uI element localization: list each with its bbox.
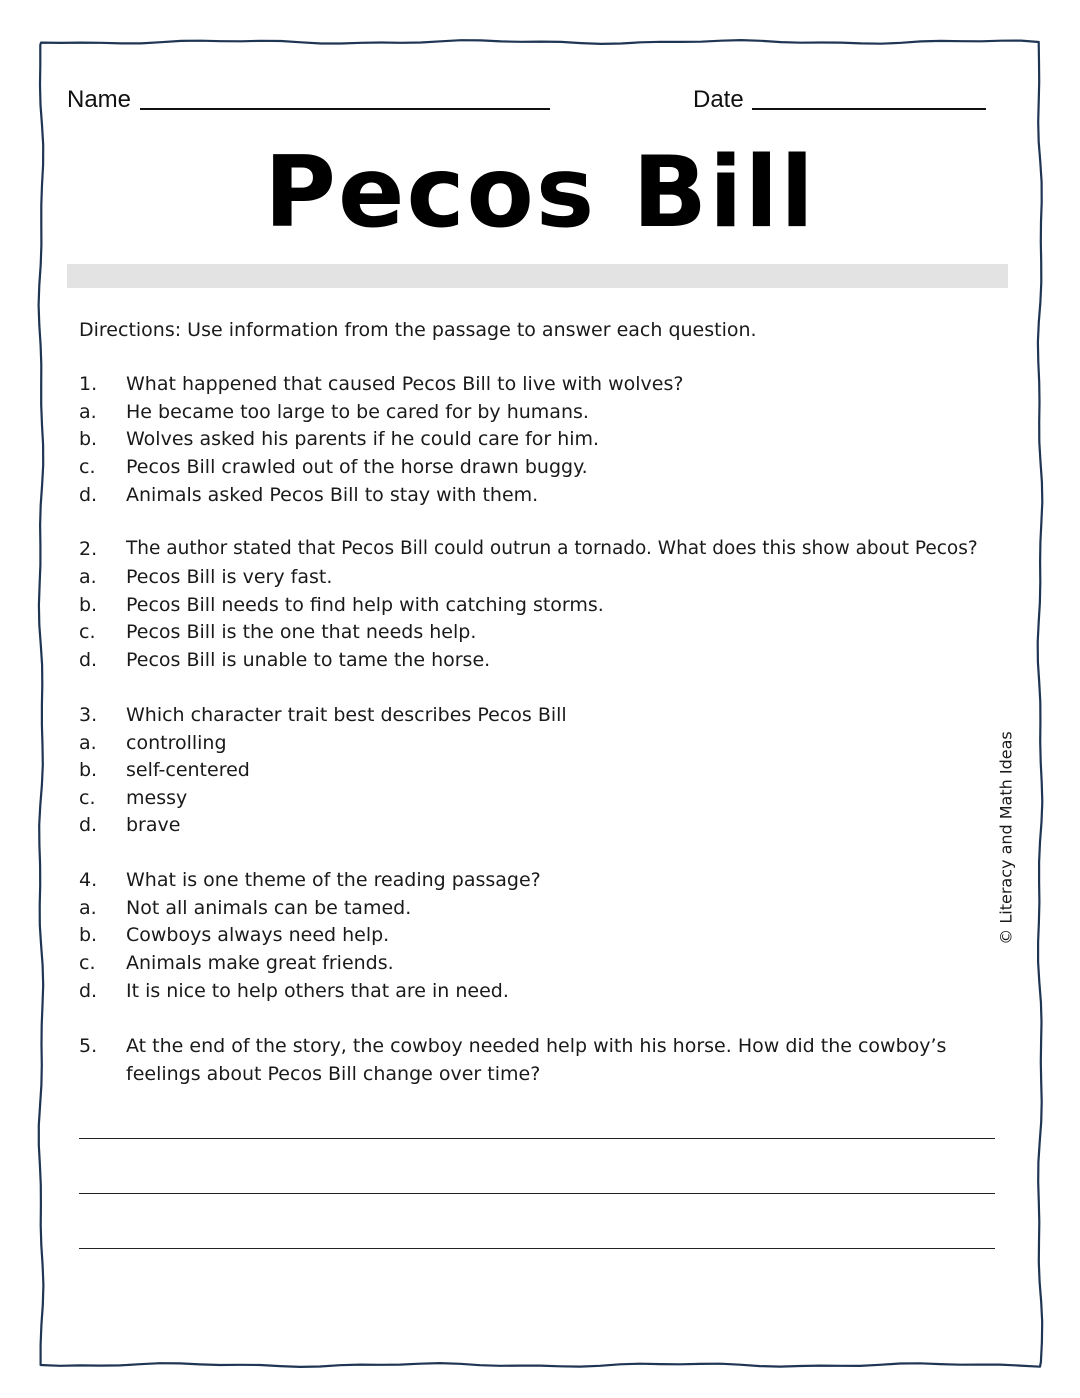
question-number: 4. (79, 869, 98, 891)
option-letter: c. (79, 456, 96, 478)
option-text[interactable]: Pecos Bill is the one that needs help. (126, 621, 477, 643)
date-label: Date (693, 86, 744, 113)
option-letter: b. (79, 594, 98, 616)
option-letter: a. (79, 401, 97, 423)
option-letter: a. (79, 566, 97, 588)
title-divider-bar (67, 264, 1008, 288)
option-letter: c. (79, 787, 96, 809)
option-letter: b. (79, 924, 98, 946)
name-label: Name (67, 86, 132, 113)
option-text[interactable]: Animals make great friends. (126, 952, 394, 974)
option-text[interactable]: It is nice to help others that are in need. (126, 980, 509, 1002)
option-text[interactable]: Pecos Bill is very fast. (126, 566, 333, 588)
option-letter: c. (79, 952, 96, 974)
copyright-text: © Literacy and Math Ideas (996, 731, 1016, 945)
option-text[interactable]: Not all animals can be tamed. (126, 897, 412, 919)
option-text[interactable]: Wolves asked his parents if he could care for him. (126, 428, 600, 450)
question-number: 3. (79, 704, 98, 726)
answer-line[interactable] (79, 1248, 995, 1249)
option-text[interactable]: He became too large to be cared for by humans. (126, 401, 589, 423)
question-text-line-1: At the end of the story, the cowboy needed help with his horse. How did the cowboy’s (126, 1035, 947, 1057)
question-text: What is one theme of the reading passage? (126, 869, 541, 891)
option-text[interactable]: Pecos Bill needs to find help with catching storms. (126, 594, 604, 616)
option-text[interactable]: self-centered (126, 759, 250, 781)
option-letter: d. (79, 980, 98, 1002)
option-letter: c. (79, 621, 96, 643)
option-text[interactable]: Pecos Bill is unable to tame the horse. (126, 649, 491, 671)
option-text[interactable]: messy (126, 787, 188, 809)
question-text: What happened that caused Pecos Bill to live with wolves? (126, 373, 684, 395)
option-letter: b. (79, 428, 98, 450)
page-title: Pecos Bill (264, 136, 816, 250)
option-letter: a. (79, 897, 97, 919)
question-text-line-2: feelings about Pecos Bill change over time? (126, 1063, 541, 1085)
name-field[interactable] (140, 108, 550, 110)
question-text: The author stated that Pecos Bill could outrun a tornado. What does this show about Pecos? (126, 538, 978, 559)
option-text[interactable]: Animals asked Pecos Bill to stay with them. (126, 484, 539, 506)
question-number: 1. (79, 373, 98, 395)
option-letter: d. (79, 649, 98, 671)
question-text: Which character trait best describes Pecos Bill (126, 704, 567, 726)
directions-text: Directions: Use information from the passage to answer each question. (79, 319, 757, 341)
option-letter: a. (79, 732, 97, 754)
option-text[interactable]: Pecos Bill crawled out of the horse drawn buggy. (126, 456, 588, 478)
question-number: 2. (79, 538, 98, 560)
answer-line[interactable] (79, 1138, 995, 1139)
date-field[interactable] (752, 108, 986, 110)
option-text[interactable]: Cowboys always need help. (126, 924, 390, 946)
option-text[interactable]: brave (126, 814, 181, 836)
option-letter: d. (79, 814, 98, 836)
option-text[interactable]: controlling (126, 732, 227, 754)
answer-line[interactable] (79, 1193, 995, 1194)
question-number: 5. (79, 1035, 98, 1057)
option-letter: b. (79, 759, 98, 781)
option-letter: d. (79, 484, 98, 506)
